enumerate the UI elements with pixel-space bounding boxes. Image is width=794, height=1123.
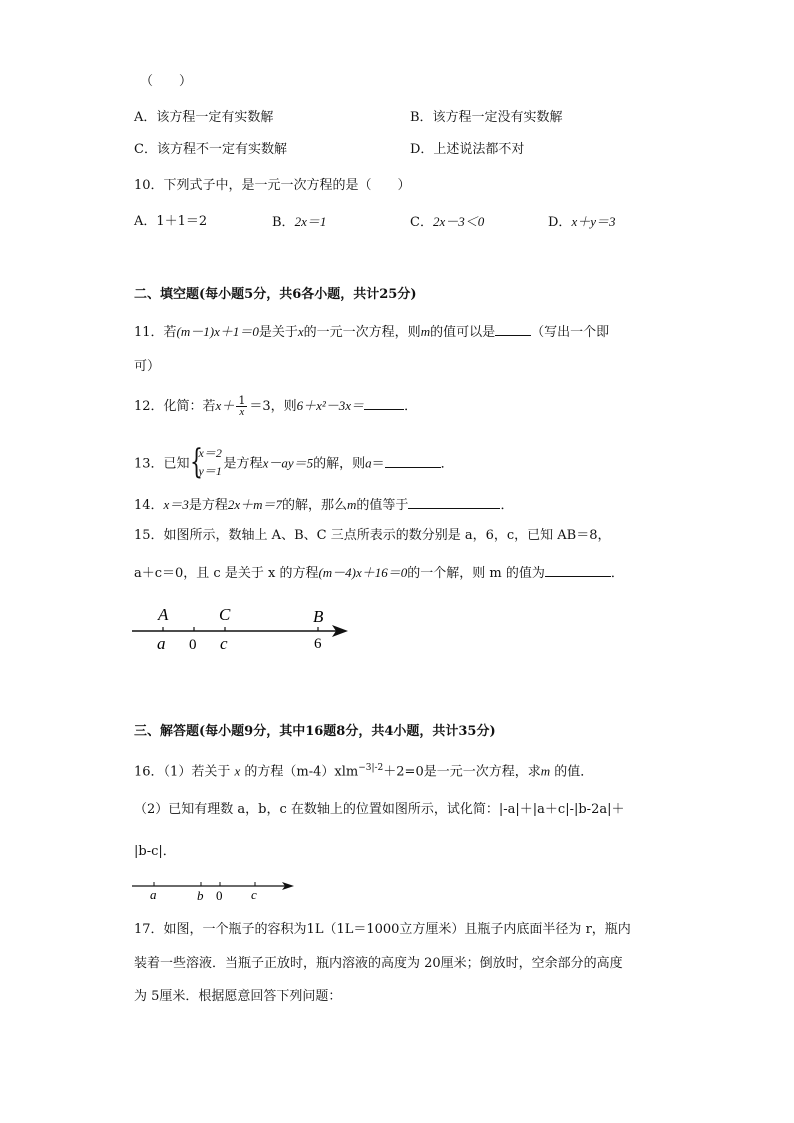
q15-label-6: 6 [314, 636, 322, 652]
q14-var: m [347, 497, 357, 512]
q16-part1-a: 16．（1）若关于 [134, 764, 231, 780]
q14-answer-blank[interactable] [408, 494, 500, 509]
q11-var: x [297, 324, 304, 339]
q16-part2-line1: （2）已知有理数 a，b，c 在数轴上的位置如图所示，试化简：|-a|＋|a＋c|-|b-2a|＋ [134, 802, 625, 817]
q10-option-d-expr: x＋y＝3 [571, 214, 616, 229]
q13-mid2: 的解，则 [313, 456, 366, 472]
q15-answer-blank[interactable] [545, 562, 611, 577]
q12-frac-num: 1 [238, 394, 246, 407]
q10-option-d [548, 212, 615, 233]
q15-end: ． [610, 566, 624, 581]
q16-part1-d: 的值． [554, 764, 594, 780]
q15-number-line [128, 598, 358, 658]
q11-answer-blank[interactable] [495, 321, 531, 336]
q10-option-c [410, 212, 484, 233]
q15-label-0: 0 [189, 637, 197, 653]
q16-part1-b: 的方程（m-4）xlm [244, 764, 359, 780]
q14-line [134, 494, 513, 516]
q11-expr: (m－1)x＋1＝0 [176, 324, 259, 339]
q11-var2: m [420, 324, 431, 339]
q14-mid2: 的解，那么 [282, 498, 348, 513]
q10-option-b-label: B． [272, 215, 295, 230]
q16-label-c: c [251, 887, 257, 902]
q10-option-c-label: C． [410, 215, 433, 230]
q15-label-a: a [157, 634, 166, 653]
q11-line2: 可） [134, 359, 161, 374]
q12-answer-blank[interactable] [364, 395, 404, 410]
q11-mid1: 是关于 [258, 325, 298, 340]
q12-line [134, 395, 417, 418]
q17-line2: 装着一些溶液．当瓶子正放时，瓶内溶液的高度为 20厘米；倒放时，空余部分的高度 [134, 956, 623, 971]
q16-label-a: a [150, 887, 157, 902]
q11-mid2: 的一元一次方程，则 [303, 325, 421, 340]
q11-tail: （写出一个即 [531, 325, 610, 340]
q9-option-c: C．该方程不一定有实数解 [134, 142, 287, 157]
q13-end: ． [440, 456, 454, 472]
q12-end: ． [404, 399, 418, 414]
q15-label-C: C [219, 605, 231, 624]
q12-x-plus: x＋ [215, 398, 235, 413]
q13-answer-blank[interactable] [385, 453, 441, 468]
q16-number-line [128, 874, 300, 906]
q13-sys-eq1: x＝2 [198, 446, 222, 460]
q10-option-b-expr: 2x＝1 [294, 214, 327, 229]
q11-line1 [134, 321, 609, 343]
q11-prefix: 11．若 [134, 325, 177, 340]
q12-expr2: 6＋x²－3x＝ [296, 398, 365, 413]
q14-suffix: 的值等于 [356, 498, 409, 513]
q13-eqsign: ＝ [371, 456, 385, 472]
q16-part1-x: x [234, 763, 241, 779]
q14-mid: 是方程 [188, 498, 228, 513]
q13-sys-eq2: y＝1 [198, 464, 222, 478]
q17-line3: 为 5厘米．根据愿意回答下列问题： [134, 989, 342, 1004]
q11-suffix: 的值可以是 [430, 325, 496, 340]
q16-part1-m: m [540, 763, 551, 779]
q12-frac-den: x [239, 406, 245, 418]
q16-label-b: b [197, 888, 204, 903]
q15-label-B: B [313, 607, 324, 626]
q10-stem: 10．下列式子中，是一元一次方程的是（ ） [134, 178, 411, 193]
q12-eq: ＝3，则 [249, 399, 297, 414]
q15-line2 [134, 562, 624, 584]
q16-part2-line2: |b-c|． [134, 844, 176, 859]
q17-line1: 17．如图，一个瓶子的容积为1L（1L＝1000立方厘米）且瓶子内底面半径为 r，瓶内 [134, 922, 631, 937]
q14-eq1: x＝3 [163, 497, 189, 512]
q13-system [189, 442, 224, 482]
q12-fraction [236, 395, 247, 418]
q10-option-c-expr: 2x－3＜0 [432, 214, 485, 229]
q16-part1-exponent: −3|-2 [358, 763, 384, 773]
q15-label-c: c [220, 634, 228, 653]
q16-label-0: 0 [216, 888, 223, 903]
q14-end: ． [500, 498, 514, 513]
q15-equation: (m－4)x＋16＝0 [318, 565, 408, 580]
q16-part1-c: ＋2=0是一元一次方程，求 [383, 764, 541, 780]
q9-answer-paren: （ ） [140, 74, 193, 89]
q15-line1: 15．如图所示，数轴上 A、B、C 三点所表示的数分别是 a，6，c，已知 AB＝8， [134, 528, 611, 543]
q15-label-A: A [158, 605, 169, 624]
q14-prefix: 14． [134, 498, 164, 513]
q15-line2-start: a＋c＝0，且 c 是关于 x 的方程 [134, 566, 319, 581]
q16-part1 [134, 758, 593, 782]
q9-option-a: A．该方程一定有实数解 [134, 110, 274, 125]
q13-eq: x－ay＝5 [262, 455, 314, 471]
q14-eq2: 2x＋m＝7 [227, 497, 283, 512]
q9-option-b: B．该方程一定没有实数解 [410, 110, 563, 125]
q13-mid: 是方程 [223, 456, 263, 472]
q10-option-d-label: D． [548, 215, 572, 230]
q10-option-b [272, 212, 326, 233]
section2-title: 二、填空题(每小题5分，共6各小题，共计25分) [134, 287, 417, 302]
q13-var: a [365, 455, 372, 471]
q9-option-d: D．上述说法都不对 [410, 142, 525, 157]
q10-option-a: A．1＋1＝2 [134, 214, 208, 229]
section3-title: 三、解答题(每小题9分，其中16题8分，共4小题，共计35分) [134, 724, 496, 739]
q13-brace: { [189, 442, 203, 482]
q12-prefix: 12．化简：若 [134, 399, 216, 414]
q15-line2-mid: 的一个解，则 m 的值为 [407, 566, 545, 581]
q13-prefix: 13．已知 [134, 456, 190, 472]
q13-line [134, 442, 454, 482]
